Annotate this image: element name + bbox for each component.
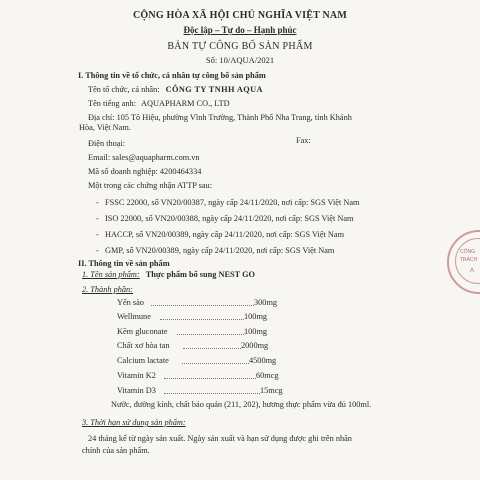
ingredient-name: Vitamin K2 [117,371,156,380]
org-label: Tên tổ chức, cá nhân: [88,85,160,94]
motto: Độc lập – Tự do – Hạnh phúc [183,25,297,35]
ingredient-name: Calcium lactate [117,356,169,365]
stamp-text: TRÁCH [460,257,478,263]
extra-ingredients: Nước, đường kính, chất bảo quản (211, 202), hương thực phẩm vừa đủ 100ml. [111,400,372,409]
country-header: CỘNG HÒA XÃ HỘI CHỦ NGHĨA VIỆT NAM [133,10,347,21]
cert-intro: Một trong các chứng nhận ATTP sau: [88,181,213,190]
shelf-life-label: 3. Thời hạn sử dụng sản phẩm: [82,418,186,427]
section1-heading: I. Thông tin về tổ chức, cá nhân tự công bố sản phẩm [78,71,266,80]
leader-dots [164,393,260,394]
leader-dots [160,319,244,320]
stamp-text: CÔNG [460,249,475,255]
ingredient-name: Wellmune [117,312,151,321]
ingredient-name: Vitamin D3 [117,386,156,395]
ingredient-amount: 300mg [254,298,278,307]
section2-heading: II. Thông tin về sản phẩm [78,259,170,268]
address-line-1: Địa chỉ: 105 Tô Hiệu, phường Vĩnh Trường, Thành Phố Nha Trang, tỉnh Khánh [88,113,352,122]
ingredient-amount: 2000mg [241,341,269,350]
ingredient-amount: 100mg [244,312,268,321]
org-value: CÔNG TY TNHH AQUA [165,85,263,94]
email: Email: sales@aquapharm.com.vn [88,153,200,162]
product-name-value: Thực phẩm bổ sung NEST GO [145,270,255,279]
stamp-text: A [470,268,475,274]
english-name-row [88,99,230,109]
ingredient-amount: 15mcg [260,386,283,395]
composition-label: 2. Thành phần: [82,285,133,294]
cert-item: - FSSC 22000, số VN20/00387, ngày cấp 24/11/2020, nơi cấp: SGS Việt Nam [96,198,360,207]
leader-dots [151,305,254,306]
product-name-row [82,270,255,280]
ingredient-amount: 100mg [244,327,268,336]
leader-dots [177,334,244,335]
org-row [88,85,263,95]
cert-item: - GMP, số VN20/00389, ngày cấp 24/11/2020, nơi cấp: SGS Việt Nam [96,246,335,255]
cert-item: - ISO 22000, số VN20/00388, ngày cấp 24/11/2020, nơi cấp: SGS Việt Nam [96,214,354,223]
product-name-label: 1. Tên sản phẩm: [82,270,140,279]
document-number: Số: 10/AQUA/2021 [205,55,275,65]
ingredient-name: Kẽm gluconate [117,327,168,336]
document-title: BẢN TỰ CÔNG BỐ SẢN PHẨM [167,41,313,52]
ingredient-name: Chất xơ hòa tan [117,341,170,350]
english-name-value: AQUAPHARM CO., LTD [141,99,230,108]
leader-dots [164,378,256,379]
shelf-life-line-1: 24 tháng kể từ ngày sản xuất. Ngày sản xuất và hạn sử dụng được ghi trên nhãn [88,434,352,443]
phone-label: Điện thoại: [88,139,126,148]
ingredient-name: Yến sào [117,298,144,307]
ingredient-amount: 60mcg [256,371,279,380]
english-name-label: Tên tiếng anh: [88,99,136,108]
leader-dots [182,363,249,364]
address-line-2: Hòa, Việt Nam. [79,123,131,132]
fax-label: Fax: [296,136,311,145]
cert-item: - HACCP, số VN20/00389, ngày cấp 24/11/2020, nơi cấp: SGS Việt Nam [96,230,345,239]
ingredient-amount: 4500mg [249,356,277,365]
tax-code: Mã số doanh nghiệp: 4200464334 [88,167,202,176]
leader-dots [183,348,241,349]
shelf-life-line-2: chính của sản phẩm. [82,446,150,455]
